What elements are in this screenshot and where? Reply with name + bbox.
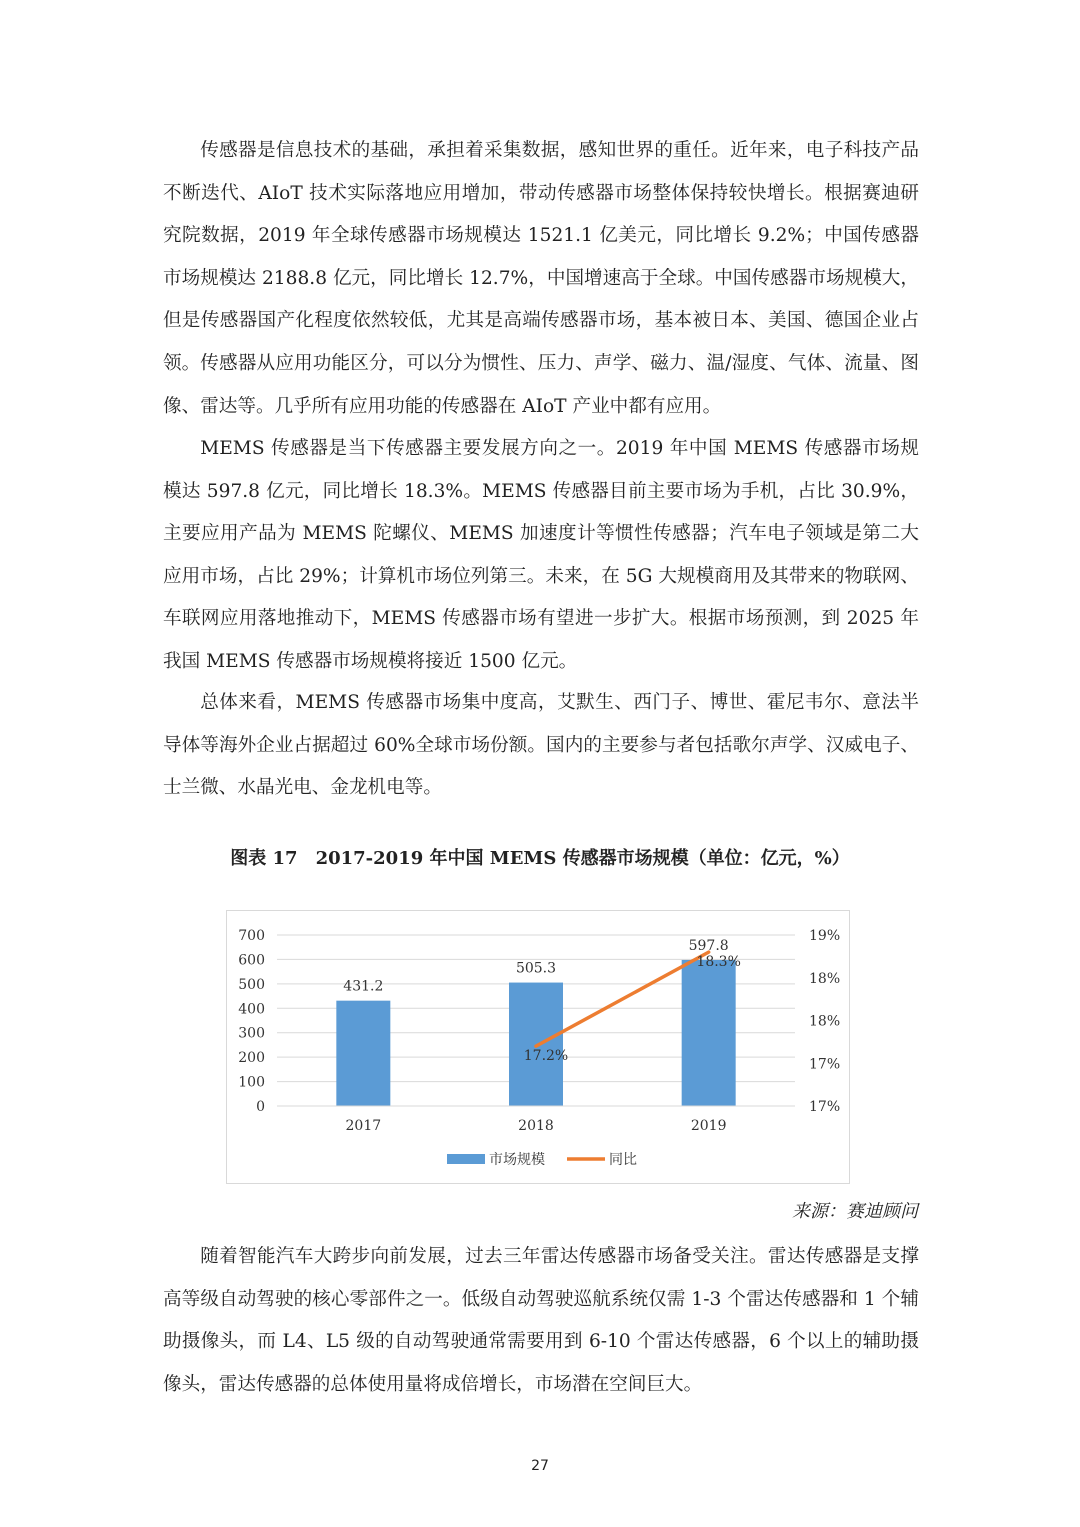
legend-label-line: 同比	[609, 1152, 637, 1168]
left-tick-label: 0	[256, 1099, 265, 1115]
left-tick-label: 600	[238, 952, 265, 969]
chart-legend	[447, 1151, 637, 1168]
line-value-label: 18.3%	[696, 954, 741, 971]
category-label: 2017	[345, 1118, 382, 1134]
left-tick-label: 300	[238, 1025, 265, 1042]
left-tick-label: 200	[238, 1050, 265, 1067]
bar-value-label: 505.3	[515, 960, 557, 977]
right-axis	[809, 928, 840, 1115]
bar-2017	[336, 1001, 390, 1106]
category-label: 2019	[690, 1118, 727, 1134]
paragraph-sensor-market: 传感器是信息技术的基础，承担着采集数据，感知世界的重任。近年来，电子科技产品不断迭代、AIoT 技术实际落地应用增加，带动传感器市场整体保持较快增长。根据赛迪研究院数据，2019 年全球传感器市场规模达 1521.1 亿美元，同比增长 9.2%；中国传感器市场规模达 2188.8 亿元，同比增长 12.7%，中国增速高于全球。中国传感器市场规模大，但是传感器国产化程度依然较低，尤其是高端传感器市场，基本被日本、美国、德国企业占领。	[163, 140, 919, 374]
left-tick-label: 400	[238, 1001, 265, 1018]
legend-label-bar: 市场规模	[489, 1152, 545, 1168]
paragraph-radar-sensors: 随着智能汽车大跨步向前发展，过去三年雷达传感器市场备受关注。雷达传感器是支撑高等级自动驾驶的核心零部件之一。低级自动驾驶巡航系统仅需 1-3 个雷达传感器和 1 个辅助摄像头，而 L4、L5 级的自动驾驶通常需要用到 6-10 个雷达传感器，6 个以上的辅助摄像头，雷达传感器的总体使用量将成倍增长，市场潜在空间巨大。	[163, 1246, 919, 1395]
category-axis	[277, 1106, 795, 1134]
paragraph-sensor-types: 传感器从应用功能区分，可以分为惯性、压力、声学、磁力、温/湿度、气体、流量、图像、雷达等。几乎所有应用功能的传感器在 AIoT 产业中都有应用。	[163, 353, 919, 417]
bar-series	[336, 938, 735, 1106]
bar-value-label: 431.2	[343, 978, 384, 995]
right-tick-label: 17%	[809, 1056, 841, 1073]
left-axis	[238, 928, 265, 1115]
legend-swatch-bar	[447, 1154, 485, 1164]
right-tick-label: 18%	[809, 970, 841, 987]
figure-caption: 图表 17 2017-2019 年中国 MEMS 传感器市场规模（单位：亿元，%）	[230, 848, 850, 869]
paragraph-mems-players: 总体来看，MEMS 传感器市场集中度高，艾默生、西门子、博世、霍尼韦尔、意法半导体等海外企业占据超过 60%全球市场份额。国内的主要参与者包括歌尔声学、汉威电子、士兰微、水晶光电、金龙机电等。	[163, 692, 919, 798]
line-value-label: 17.2%	[523, 1048, 569, 1065]
bar-value-label: 597.8	[688, 937, 729, 954]
right-tick-label: 17%	[809, 1099, 841, 1115]
page-number: 27	[531, 1458, 549, 1474]
mems-market-chart	[226, 910, 850, 1184]
figure-source: 来源：赛迪顾问	[792, 1201, 918, 1222]
right-tick-label: 18%	[809, 1013, 841, 1030]
bar-2019	[682, 960, 736, 1106]
right-tick-label: 19%	[809, 928, 841, 944]
left-tick-label: 100	[238, 1074, 265, 1091]
category-label: 2018	[518, 1118, 554, 1134]
left-tick-label: 700	[238, 928, 265, 944]
paragraph-mems-market: MEMS 传感器是当下传感器主要发展方向之一。2019 年中国 MEMS 传感器市场规模达 597.8 亿元，同比增长 18.3%。MEMS 传感器目前主要市场为手机，占比 30.9%，主要应用产品为 MEMS 陀螺仪、MEMS 加速度计等惯性传感器；汽车电子领域是第二大应用市场，占比 29%；计算机市场位列第三。未来，在 5G 大规模商用及其带来的物联网、车联网应用落地推动下，MEMS 传感器市场有望进一步扩大。根据市场预测，到 2025 年我国 MEMS 传感器市场规模将接近 1500 亿元。	[163, 438, 919, 672]
left-tick-label: 500	[238, 976, 265, 993]
chart-svg	[227, 911, 849, 1183]
